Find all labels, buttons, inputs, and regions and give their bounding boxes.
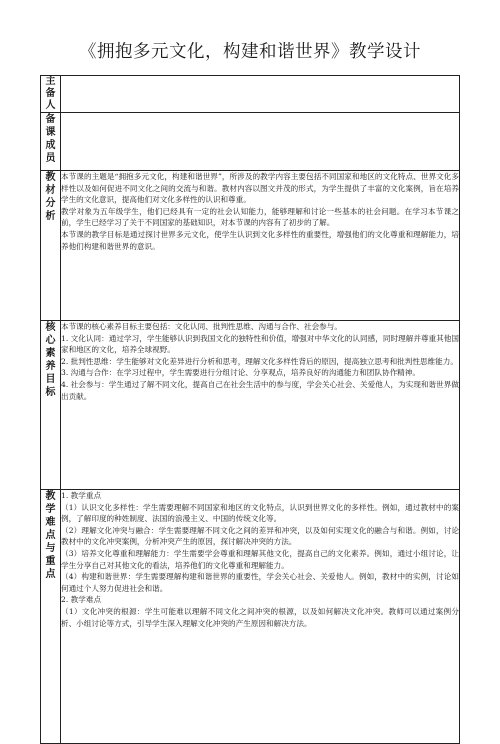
- row-label: 教 学 难 点 与 重 点: [41, 490, 61, 744]
- paragraph: 教学对象为五年级学生，他们已经具有一定的社会认知能力，能够理解和讨论一些基本的社会问题。在学习本节课之前，学生已经学习了关于不同国家的基础知识，对本节课的内容有了初步的了解。: [61, 206, 459, 228]
- row-textbook-analysis: [41, 171, 460, 321]
- row-label: 备 课 成 员: [41, 113, 61, 171]
- paragraph: （1）认识文化多样性：学生需要理解不同国家和地区的文化特点，认识到世界文化的多样性。例如，通过教材中的案例，了解印度的种姓制度、法国的浪漫主义、中国的传统文化等。: [61, 502, 459, 524]
- paragraph: 本节课的主题是“拥抱多元文化，构建和谐世界”，所涉及的教学内容主要包括不同国家和地区的文化特点、世界文化多样性以及如何促进不同文化之间的交流与和谐。教材内容以图文并茂的形式，为学生提供了丰富的文化案例，旨在培养学生的文化意识，提高他们对文化多样性的认识和尊重。: [61, 172, 459, 205]
- paragraph: （2）理解文化冲突与融合：学生需要理解不同文化之间的差异和冲突，以及如何实现文化的融合与和谐。例如，讨论教材中的文化冲突案例，分析冲突产生的原因，探讨解决冲突的方法。: [61, 525, 459, 547]
- paragraph: 3. 沟通与合作：在学习过程中，学生需要进行分组讨论、分享观点，培养良好的沟通能力和团队协作精神。: [61, 368, 420, 378]
- row-content: [61, 113, 460, 171]
- row-members: [41, 113, 460, 171]
- paragraph: （3）培养文化尊重和理解能力：学生需要学会尊重和理解其他文化，提高自己的文化素养。例如，通过小组讨论，让学生分享自己对其他文化的看法，培养他们的文化尊重和理解能力。: [61, 548, 459, 570]
- paragraph: 4. 社会参与：学生通过了解不同文化，提高自己在社会生活中的参与度，学会关心社会、关爱他人，为实现和谐世界做出贡献。: [61, 379, 459, 401]
- paragraph: （1）文化冲突的根源：学生可能难以理解不同文化之间冲突的根源，以及如何解决文化冲突。教师可以通过案例分析、小组讨论等方式，引导学生深入理解文化冲突的产生原因和解决方法。: [61, 606, 459, 628]
- paragraph: 本节课的核心素养目标主要包括：文化认同、批判性思维、沟通与合作、社会参与。: [61, 322, 342, 331]
- row-content: [61, 171, 460, 321]
- paragraph: 1. 教学重点: [61, 491, 102, 500]
- row-content: [61, 321, 460, 490]
- paragraph: 本节课的教学目标是通过探讨世界多元文化，使学生认识到文化多样性的重要性，增强他们的文化尊重和理解能力，培养他们构建和谐世界的意识。: [61, 229, 459, 251]
- row-content: [61, 490, 460, 744]
- document-title: 《拥抱多元文化，构建和谐世界》教学设计: [79, 42, 421, 62]
- row-label: 主备 人: [41, 76, 61, 113]
- row-key-and-difficult-points: [41, 490, 460, 744]
- paragraph: 2. 批判性思维：学生能够对文化差异进行分析和思考，理解文化多样性背后的原因，提高独立思考和批判性思维能力。: [61, 356, 458, 366]
- paragraph: 1. 文化认同：通过学习，学生能够认识到我国文化的独特性和价值，增强对中华文化的认同感，同时理解并尊重其他国家和地区的文化，培养全球视野。: [61, 333, 459, 355]
- row-lead-preparer: [41, 76, 460, 113]
- paragraph: （4）构建和谐世界：学生需要理解构建和谐世界的重要性，学会关心社会、关爱他人。例如，教材中的实例，讨论如何通过个人努力促进社会和谐。: [61, 572, 459, 593]
- row-content: [61, 76, 460, 113]
- paragraph: 2. 教学难点: [61, 595, 102, 605]
- row-label: 核 心 素 养 目 标: [41, 321, 61, 490]
- row-core-literacy-goals: [41, 321, 460, 490]
- row-label: 教 材 分 析: [41, 171, 61, 321]
- lesson-plan-table: [40, 75, 460, 744]
